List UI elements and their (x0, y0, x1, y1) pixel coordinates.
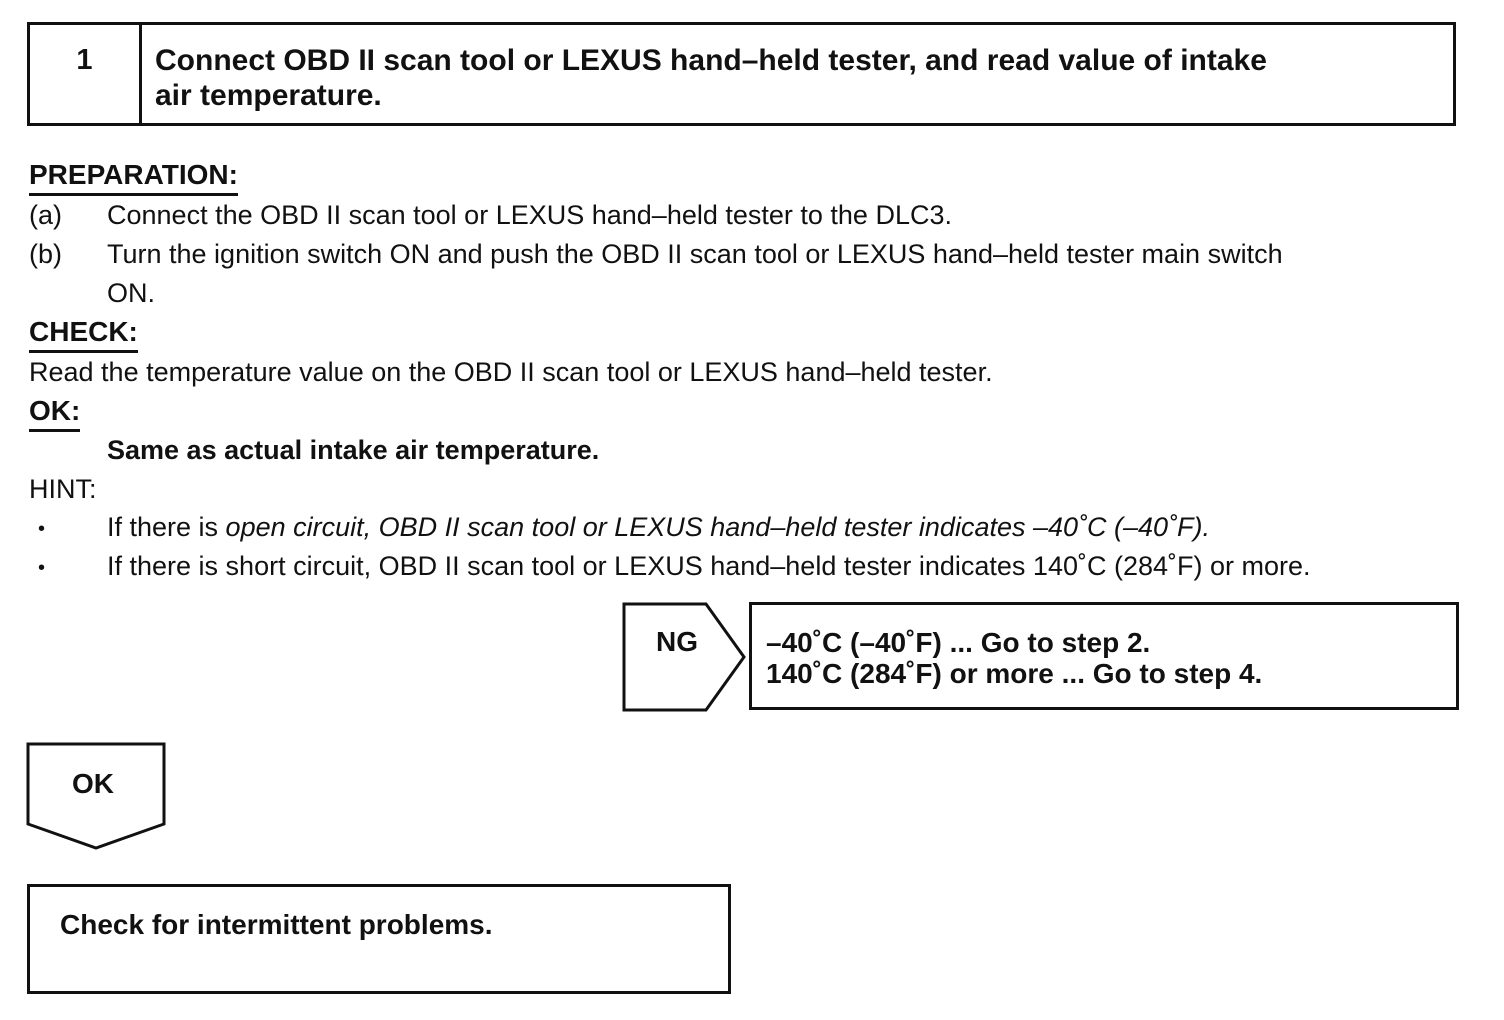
hint-item-2: If there is short circuit, OBD II scan tool or LEXUS hand–held tester indicates 140˚C (284˚F) or more. (107, 551, 1311, 581)
hint-item-1 (107, 511, 1210, 543)
preparation-heading: PREPARATION: (29, 158, 238, 196)
step-header-box (27, 22, 1456, 126)
step-title-line-1: Connect OBD II scan tool or LEXUS hand–held tester, and read value of intake (155, 44, 1267, 77)
hint-bullet-1: • (38, 518, 46, 540)
preparation-item-label-b: (b) (29, 239, 62, 269)
preparation-item-text-a: Connect the OBD II scan tool or LEXUS hand–held tester to the DLC3. (107, 200, 952, 230)
ok-branch-label: OK (72, 768, 114, 799)
hint-item-1-part-2: open circuit, OBD II scan tool or LEXUS hand–held tester indicates –40˚C (–40˚F). (225, 512, 1211, 542)
hint-item-1-part-1: If there is (107, 512, 226, 542)
ok-heading: OK: (29, 394, 80, 432)
check-text: Read the temperature value on the OBD II scan tool or LEXUS hand–held tester. (29, 357, 993, 387)
step-number: 1 (30, 25, 142, 123)
hint-heading: HINT: (29, 474, 97, 504)
ng-label: NG (656, 626, 698, 657)
ng-result-line-2: 140˚C (284˚F) or more ... Go to step 4. (766, 658, 1263, 689)
step-title (155, 43, 1435, 113)
check-heading: CHECK: (29, 315, 138, 353)
ng-result-box (749, 602, 1459, 710)
ok-value: Same as actual intake air temperature. (107, 435, 600, 465)
preparation-item-text-b-line-2: ON. (107, 278, 156, 308)
preparation-item-label-a: (a) (29, 200, 62, 230)
final-action-text: Check for intermittent problems. (60, 909, 493, 940)
ng-result-line-1: –40˚C (–40˚F) ... Go to step 2. (766, 627, 1151, 658)
hint-bullet-2: • (38, 557, 46, 579)
preparation-item-text-b-line-1: Turn the ignition switch ON and push the OBD II scan tool or LEXUS hand–held tester main switch (107, 239, 1283, 269)
step-title-line-2: air temperature. (155, 79, 382, 112)
final-action-box (27, 884, 731, 994)
